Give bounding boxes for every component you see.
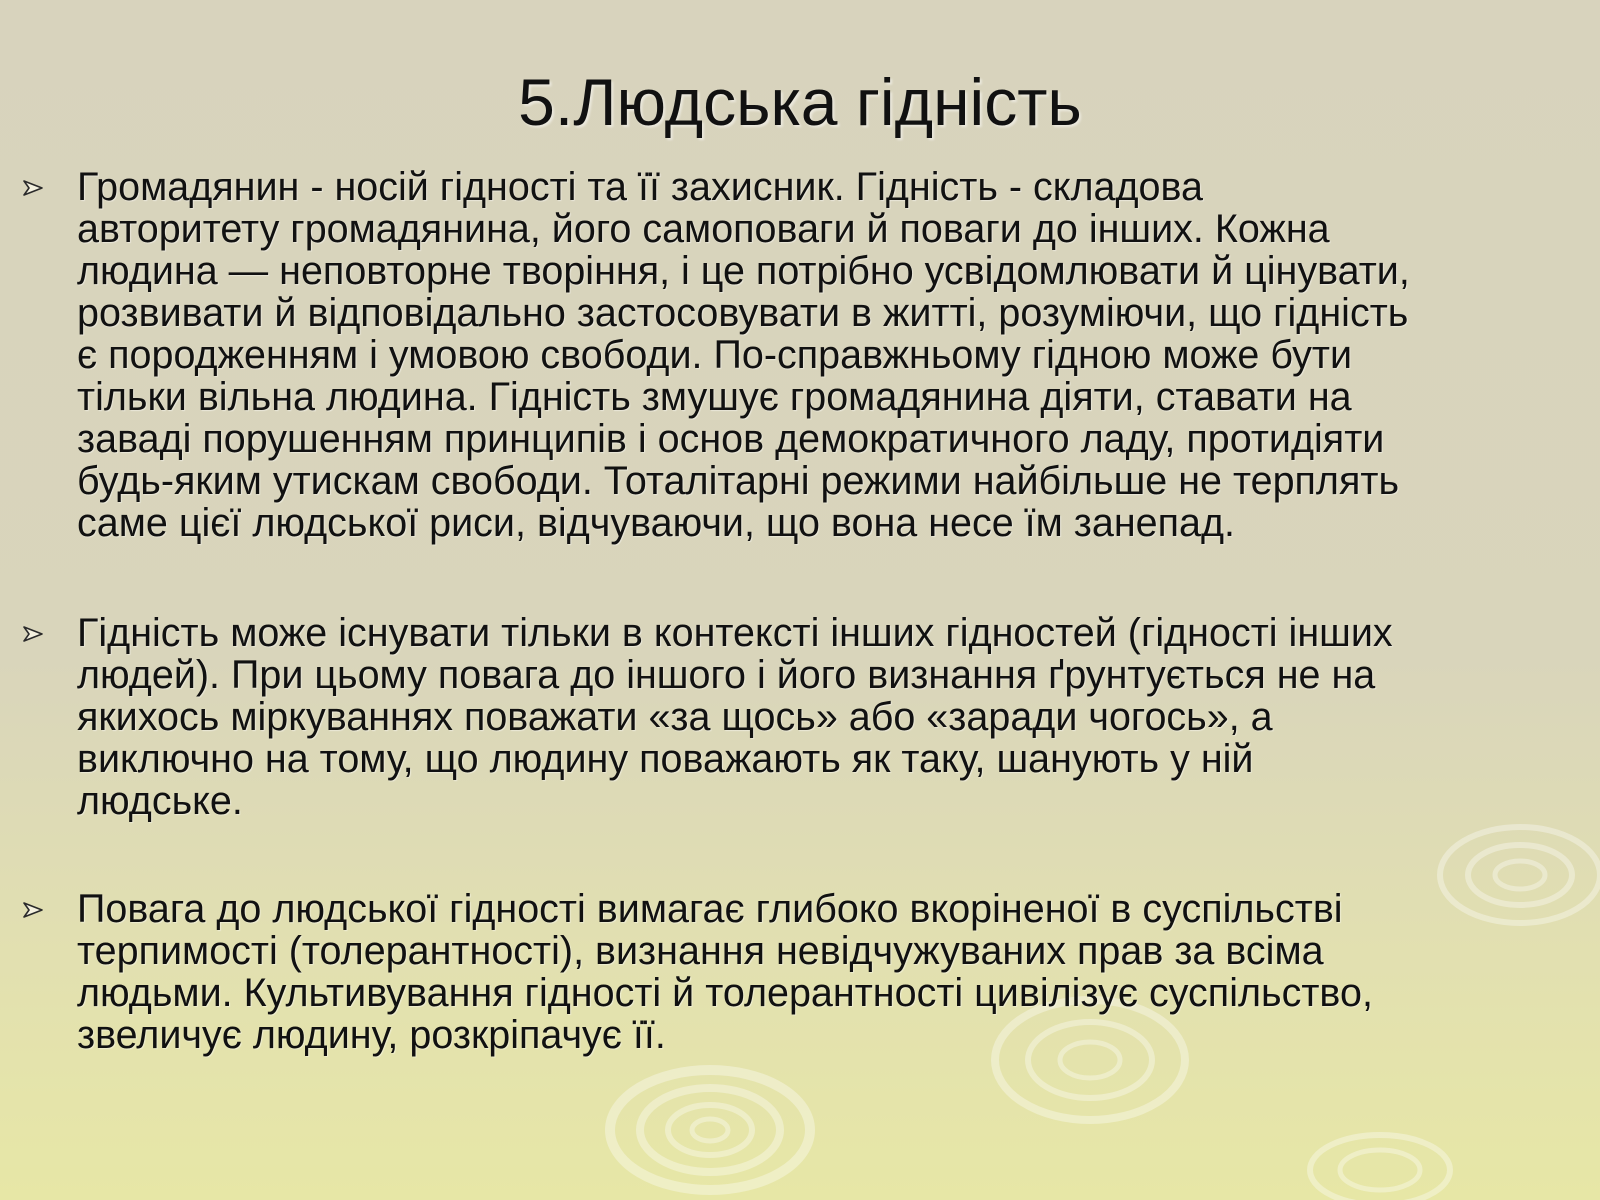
bullet-text: Повага до людської гідності вимагає глибоко вкоріненої в суспільстві терпимості (толерантності), визнання невідчужуваних прав за всіма людьми. Культивування гідності й толерантності цивілізує суспільство, звеличує людину, розкріпачує її.: [77, 887, 1373, 1057]
slide-title: 5.Людська гідність: [518, 65, 1082, 139]
bullet-text: Гідність може існувати тільки в контексті інших гідностей (гідності інших людей). При цьому повага до іншого і його визнання ґрунтується не на якихось міркуваннях поважати «за щось» або «заради чогось», а виключно на тому, що людину поважають як таку, шанують у ній людське.: [77, 611, 1393, 823]
arrowhead-bullet-icon: [22, 902, 44, 918]
arrowhead-bullet-icon: [22, 626, 44, 642]
bullet-text: Громадянин - носій гідності та її захисник. Гідність - складова авторитету громадянина, його самоповаги й поваги до інших. Кожна людина — неповторне творіння, і це потрібно усвідомлювати й цінувати, розвивати й відповідально застосовувати в житті, розуміючи, що гідність є породженням і умовою свободи. По-справжньому гідною може бути тільки вільна людина. Гідність змушує громадянина діяти, ставати на заваді порушенням принципів і основ демократичного ладу, протидіяти будь-яким утискам свободи. Тоталітарні режими найбільше не терплять саме цієї людської риси, відчуваючи, що вона несе їм занепад.: [77, 165, 1410, 545]
arrowhead-bullet-icon: [22, 180, 44, 196]
